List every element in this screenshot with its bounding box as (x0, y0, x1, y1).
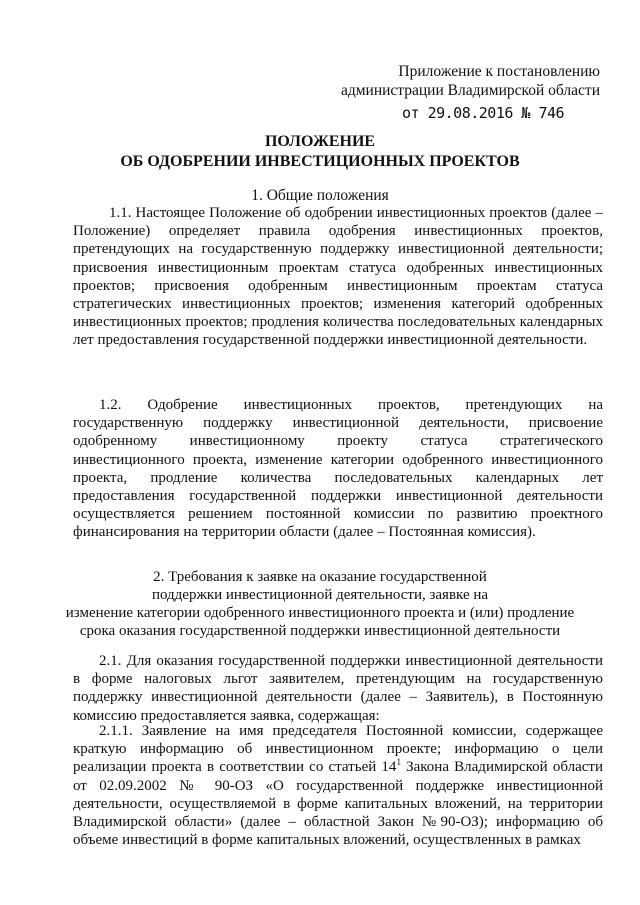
section-2-heading-line-4: срока оказания государственной поддержки инвестиционной деятельности (79, 623, 561, 639)
paragraph-2-1: 2.1. Для оказания государственной поддержки инвестиционной деятельности в форме налоговых льгот заявителем, претендующим на государственную поддержку инвестиционной деятельности (далее – Заявитель), в Постоянную комиссию предоставляется заявка, содержащая: (73, 653, 603, 724)
paragraph-1-1: 1.1. Настоящее Положение об одобрении инвестиционных проектов (далее – Положение) определяет правила одобрения инвестиционных проектов, претендующих на государственную поддержку инвестиционной деятельности; присвоения инвестиционным проектам статуса одобренных инвестиционных проектов; присвоения одобренным инвестиционным проектам статуса стратегических инвестиционных проектов; изменения категорий одобренных инвестиционных проектов; продления количества последовательных календарных лет предоставления государственной поддержки инвестиционной деятельности. (73, 205, 603, 349)
paragraph-2-1-1-part-b: Закона Владимирской области от 02.09.2002 № 90-ОЗ «О государственной поддержке инвестиционной деятельности, осуществляемой в форме капитальных вложений, на территории Владимирской области» (далее – областной Закон №90-ОЗ); информацию об объеме инвестиций в форме капитальных вложений, осуществленных в рамках (73, 759, 604, 849)
paragraph-2-1-1-part-a: 2.1.1. Заявление на имя председателя Постоянной комиссии, содержащее краткую информацию об инвестиционном проекте; информацию о цели реализации проекта в соответствии со статьей 14 (73, 723, 603, 776)
section-1-heading: 1. Общие положения (251, 187, 389, 204)
section-2-heading-line-2: поддержки инвестиционной деятельности, заявке на (151, 587, 489, 603)
section-2-heading-line-3: изменение категории одобренного инвестиционного проекта и (или) продление (65, 605, 575, 621)
paragraph-2-1-1 (73, 722, 603, 849)
article-superscript: 1 (396, 757, 401, 768)
annex-line-1: Приложение к постановлению (398, 63, 600, 80)
document-title (0, 132, 640, 172)
decree-reference: от 29.08.2016 № 746 (402, 104, 565, 122)
section-2-heading-line-1: 2. Требования к заявке на оказание государственной (153, 569, 487, 585)
annex-line-2: администрации Владимирской области (340, 82, 600, 99)
section-2-heading (40, 568, 600, 640)
title-line-1: ПОЛОЖЕНИЕ (264, 133, 376, 150)
paragraph-1-2: 1.2. Одобрение инвестиционных проектов, претендующих на государственную поддержку инвестиционной деятельности, присвоение одобренному инвестиционному проекту статуса стратегического инвестиционного проекта, изменение категории одобренного инвестиционного проекта, продление количества последовательных календарных лет предоставления государственной поддержки инвестиционной деятельности осуществляется решением постоянной комиссии по развитию проектного финансирования на территории области (далее – Постоянная комиссия). (73, 397, 603, 541)
annex-note (341, 62, 600, 100)
title-line-2: ОБ ОДОБРЕНИИ ИНВЕСТИЦИОННЫХ ПРОЕКТОВ (120, 153, 520, 170)
